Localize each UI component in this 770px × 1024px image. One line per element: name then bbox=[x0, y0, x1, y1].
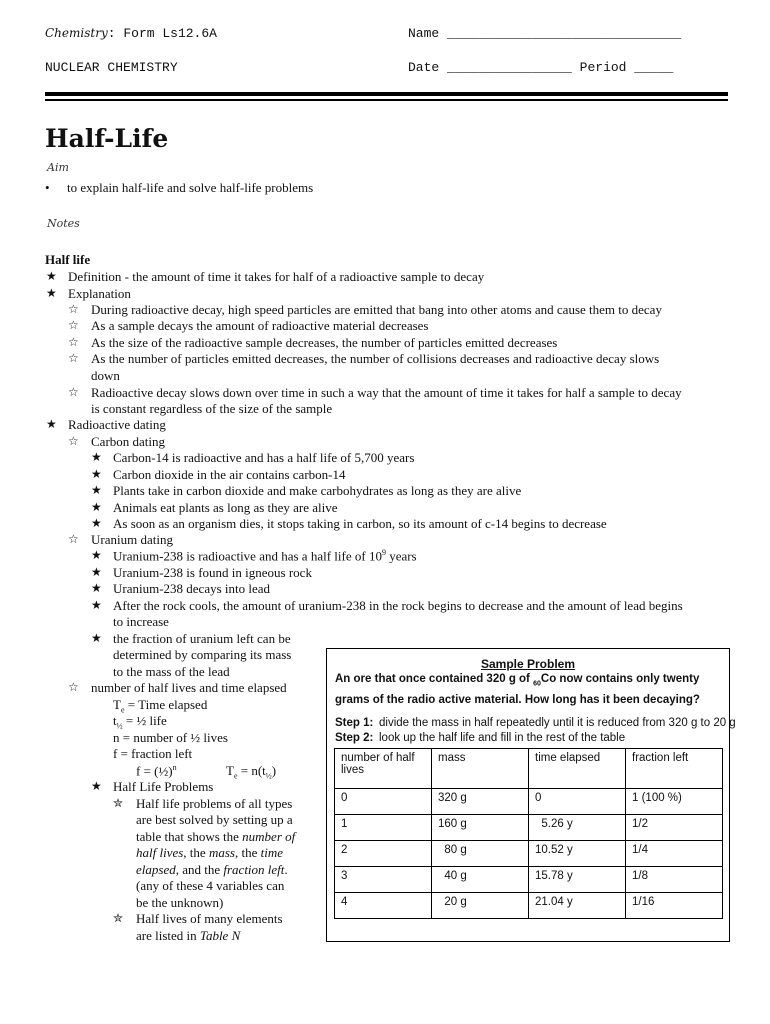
uranium-3: Uranium-238 decays into lead bbox=[113, 581, 271, 596]
uranium-4b: to increase bbox=[113, 614, 169, 629]
table-row bbox=[335, 815, 723, 841]
unit-title: NUCLEAR CHEMISTRY bbox=[45, 60, 178, 75]
mass-term: mass bbox=[208, 845, 235, 860]
header-rule-thick bbox=[45, 92, 728, 96]
thalf-symbol: t bbox=[113, 713, 117, 728]
table-reference: Table N bbox=[199, 928, 241, 943]
course-line bbox=[45, 26, 217, 41]
star-bullet-icon: ★ bbox=[91, 467, 102, 481]
uranium-2: Uranium-238 is found in igneous rock bbox=[113, 565, 312, 580]
explanation-4a: As the number of particles emitted decreases, the number of collisions decreases and radioactive decay slows bbox=[91, 351, 660, 366]
uranium-1-suffix: years bbox=[385, 548, 417, 564]
separator: , the bbox=[183, 845, 209, 860]
time-term: time bbox=[260, 845, 283, 860]
cell-fraction: 1/16 bbox=[626, 893, 723, 919]
table-row bbox=[335, 867, 723, 893]
cell-half-lives: 1 bbox=[335, 815, 432, 841]
form-id: : Form Ls12.6A bbox=[107, 26, 217, 41]
uranium-4a: After the rock cools, the amount of uranium-238 in the rock begins to decrease and the amount of lead begins bbox=[113, 598, 683, 613]
f-equation-text: f = (½) bbox=[136, 763, 173, 779]
period: . bbox=[284, 862, 288, 877]
period-blank[interactable]: _____ bbox=[634, 60, 674, 75]
uranium-1-text: Uranium-238 is radioactive and has a half life of 10 bbox=[113, 548, 382, 564]
formula-te bbox=[113, 697, 207, 715]
fraction-left-term: fraction left bbox=[223, 862, 285, 877]
sample-problem-box bbox=[326, 648, 736, 942]
star-bullet-icon: ★ bbox=[46, 269, 57, 283]
uranium-1 bbox=[113, 548, 417, 564]
carbon-1: Carbon-14 is radioactive and has a half life of 5,700 years bbox=[113, 450, 415, 465]
te-symbol: T bbox=[113, 697, 121, 712]
hollow-star-icon: ☆ bbox=[68, 318, 79, 332]
star-bullet-icon: ★ bbox=[91, 483, 102, 497]
cell-half-lives: 3 bbox=[335, 867, 432, 893]
elapsed-term: elapsed bbox=[136, 862, 176, 877]
question-text-2: Co now contains only twenty grams of the radio active material. How long has it been decaying? bbox=[335, 673, 700, 707]
explanation-heading: Explanation bbox=[68, 286, 131, 301]
uranium-dating-heading: Uranium dating bbox=[91, 532, 173, 547]
aim-item bbox=[45, 180, 314, 196]
half-lives-term: half lives bbox=[136, 845, 184, 860]
te-eq-middle: = n(t bbox=[237, 763, 266, 778]
step-2-label: Step 2: bbox=[335, 732, 374, 744]
uranium-5b: determined by comparing its mass bbox=[113, 647, 292, 662]
page-title: Half-Life bbox=[45, 124, 169, 153]
star-bullet-icon: ★ bbox=[91, 779, 102, 793]
cell-time: 0 bbox=[529, 789, 626, 815]
cell-mass: 160 g bbox=[432, 815, 529, 841]
star-bullet-icon: ★ bbox=[91, 598, 102, 612]
table-row bbox=[335, 789, 723, 815]
sample-problem-question bbox=[335, 671, 723, 708]
explanation-5a: Radioactive decay slows down over time in such a way that the amount of time it takes for half a sample to decay bbox=[91, 385, 682, 400]
hollow-star-icon: ☆ bbox=[68, 335, 79, 349]
name-label: Name bbox=[408, 26, 440, 41]
cell-mass: 40 g bbox=[432, 867, 529, 893]
uranium-5a: the fraction of uranium left can be bbox=[113, 631, 291, 646]
cell-fraction: 1/4 bbox=[626, 841, 723, 867]
problems-1g: be the unknown) bbox=[136, 895, 224, 910]
half-life-problems-heading: Half Life Problems bbox=[113, 779, 214, 794]
formula-thalf bbox=[113, 713, 167, 731]
carbon-3: Plants take in carbon dioxide and make carbohydrates as long as they are alive bbox=[113, 483, 522, 498]
f-exponent: n bbox=[172, 763, 177, 772]
cell-fraction: 1 (100 %) bbox=[626, 789, 723, 815]
problems-1c bbox=[136, 829, 295, 845]
date-blank[interactable]: ________________ bbox=[447, 60, 572, 75]
aim-label: Aim bbox=[47, 161, 69, 174]
te-definition: = Time elapsed bbox=[124, 697, 208, 712]
bullet: • bbox=[45, 180, 50, 195]
star-bullet-icon: ★ bbox=[91, 500, 102, 514]
carbon-2: Carbon dioxide in the air contains carbon-14 bbox=[113, 467, 346, 482]
star-bullet-icon: ★ bbox=[46, 417, 57, 431]
subject-label: Chemistry bbox=[45, 26, 108, 40]
star-bullet-icon: ★ bbox=[91, 516, 102, 530]
cell-time: 15.78 y bbox=[529, 867, 626, 893]
explanation-3: As the size of the radioactive sample decreases, the number of particles emitted decreases bbox=[91, 335, 558, 350]
exponent: 9 bbox=[381, 548, 386, 557]
step-1-text: divide the mass in half repeatedly until it is reduced from 320 g to 20 g bbox=[379, 717, 736, 729]
aim-text: to explain half-life and solve half-life problems bbox=[67, 180, 314, 195]
te-subscript: e bbox=[120, 705, 125, 715]
thalf-subscript: ½ bbox=[116, 721, 123, 731]
hollow-star-icon: ☆ bbox=[68, 434, 79, 448]
formula-n: n = number of ½ lives bbox=[113, 730, 228, 745]
step-1 bbox=[335, 717, 736, 729]
star-bullet-icon: ★ bbox=[91, 548, 102, 562]
header-fraction-left: fraction left bbox=[626, 749, 723, 789]
sample-problem-title: Sample Problem bbox=[480, 657, 576, 671]
outlined-star-icon: ✮ bbox=[113, 911, 124, 925]
separator: , and the bbox=[175, 862, 224, 877]
name-blank[interactable]: ______________________________ bbox=[447, 26, 682, 41]
hollow-star-icon: ☆ bbox=[68, 351, 79, 365]
problems-1b: are best solved by setting up a bbox=[136, 812, 293, 827]
te-eq-close: ) bbox=[271, 763, 277, 778]
header-mass: mass bbox=[432, 749, 529, 789]
explanation-1: During radioactive decay, high speed particles are emitted that bang into other atoms and cause them to decay bbox=[91, 302, 662, 317]
star-bullet-icon: ★ bbox=[91, 581, 102, 595]
cell-half-lives: 4 bbox=[335, 893, 432, 919]
problems-2b bbox=[136, 928, 240, 944]
cell-fraction: 1/8 bbox=[626, 867, 723, 893]
star-bullet-icon: ★ bbox=[91, 631, 102, 645]
cell-mass: 20 g bbox=[432, 893, 529, 919]
problems-1f: (any of these 4 variables can bbox=[136, 878, 285, 893]
problems-1e bbox=[136, 862, 288, 878]
problems-2b-text: are listed in bbox=[136, 928, 200, 943]
star-bullet-icon: ★ bbox=[91, 450, 102, 464]
formula-f-equation bbox=[136, 763, 177, 779]
carbon-4: Animals eat plants as long as they are alive bbox=[113, 500, 338, 515]
cell-time: 21.04 y bbox=[529, 893, 626, 919]
cell-half-lives: 0 bbox=[335, 789, 432, 815]
problems-1a: Half life problems of all types bbox=[136, 796, 293, 811]
carbon-dating-heading: Carbon dating bbox=[91, 434, 166, 449]
cell-mass: 80 g bbox=[432, 841, 529, 867]
radioactive-dating-heading: Radioactive dating bbox=[68, 417, 166, 432]
table-row bbox=[335, 893, 723, 919]
uranium-5c: to the mass of the lead bbox=[113, 664, 230, 679]
cell-half-lives: 2 bbox=[335, 841, 432, 867]
header-half-lives: number of half lives bbox=[335, 749, 432, 789]
isotope-number: 60 bbox=[533, 680, 541, 688]
te-eq-subscript: e bbox=[233, 771, 238, 781]
thalf-definition: = ½ life bbox=[122, 713, 167, 728]
problems-1d bbox=[136, 845, 283, 861]
cell-time: 10.52 y bbox=[529, 841, 626, 867]
formula-f: f = fraction left bbox=[113, 746, 193, 761]
te-eq-symbol: T bbox=[226, 763, 234, 778]
section-heading: Half life bbox=[45, 252, 91, 267]
problems-1c-italic: number of bbox=[242, 829, 296, 844]
te-eq-subscript-2: ½ bbox=[265, 771, 272, 781]
cell-fraction: 1/2 bbox=[626, 815, 723, 841]
name-field[interactable] bbox=[408, 26, 681, 41]
question-text: An ore that once contained 320 g of bbox=[335, 673, 534, 685]
header-rule-thin bbox=[45, 99, 728, 101]
star-bullet-icon: ★ bbox=[46, 286, 57, 300]
outlined-star-icon: ✮ bbox=[113, 796, 124, 810]
table-row bbox=[335, 841, 723, 867]
half-lives-time-heading: number of half lives and time elapsed bbox=[91, 680, 287, 695]
step-2-text: look up the half life and fill in the rest of the table bbox=[379, 732, 626, 744]
date-period-field[interactable] bbox=[408, 60, 673, 75]
notes-label: Notes bbox=[47, 217, 80, 230]
cell-mass: 320 g bbox=[432, 789, 529, 815]
problems-2a: Half lives of many elements bbox=[136, 911, 283, 926]
explanation-4b: down bbox=[91, 368, 120, 383]
explanation-5b: is constant regardless of the size of the sample bbox=[91, 401, 333, 416]
hollow-star-icon: ☆ bbox=[68, 680, 79, 694]
table-header-row bbox=[335, 749, 723, 789]
problems-1c-text: table that shows the bbox=[136, 829, 243, 844]
date-label: Date bbox=[408, 60, 440, 75]
separator: , the bbox=[234, 845, 261, 860]
hollow-star-icon: ☆ bbox=[68, 302, 79, 316]
hollow-star-icon: ☆ bbox=[68, 532, 79, 546]
formula-te-equation bbox=[226, 763, 276, 781]
hollow-star-icon: ☆ bbox=[68, 385, 79, 399]
star-bullet-icon: ★ bbox=[91, 565, 102, 579]
half-life-table bbox=[334, 748, 723, 919]
cell-time: 5.26 y bbox=[529, 815, 626, 841]
step-2 bbox=[335, 732, 625, 744]
definition-line: Definition - the amount of time it takes for half of a radioactive sample to decay bbox=[68, 269, 485, 284]
explanation-2: As a sample decays the amount of radioactive material decreases bbox=[91, 318, 429, 333]
carbon-5: As soon as an organism dies, it stops taking in carbon, so its amount of c-14 begins to decrease bbox=[113, 516, 607, 531]
period-label: Period bbox=[579, 60, 627, 75]
header-time-elapsed: time elapsed bbox=[529, 749, 626, 789]
step-1-label: Step 1: bbox=[335, 717, 374, 729]
